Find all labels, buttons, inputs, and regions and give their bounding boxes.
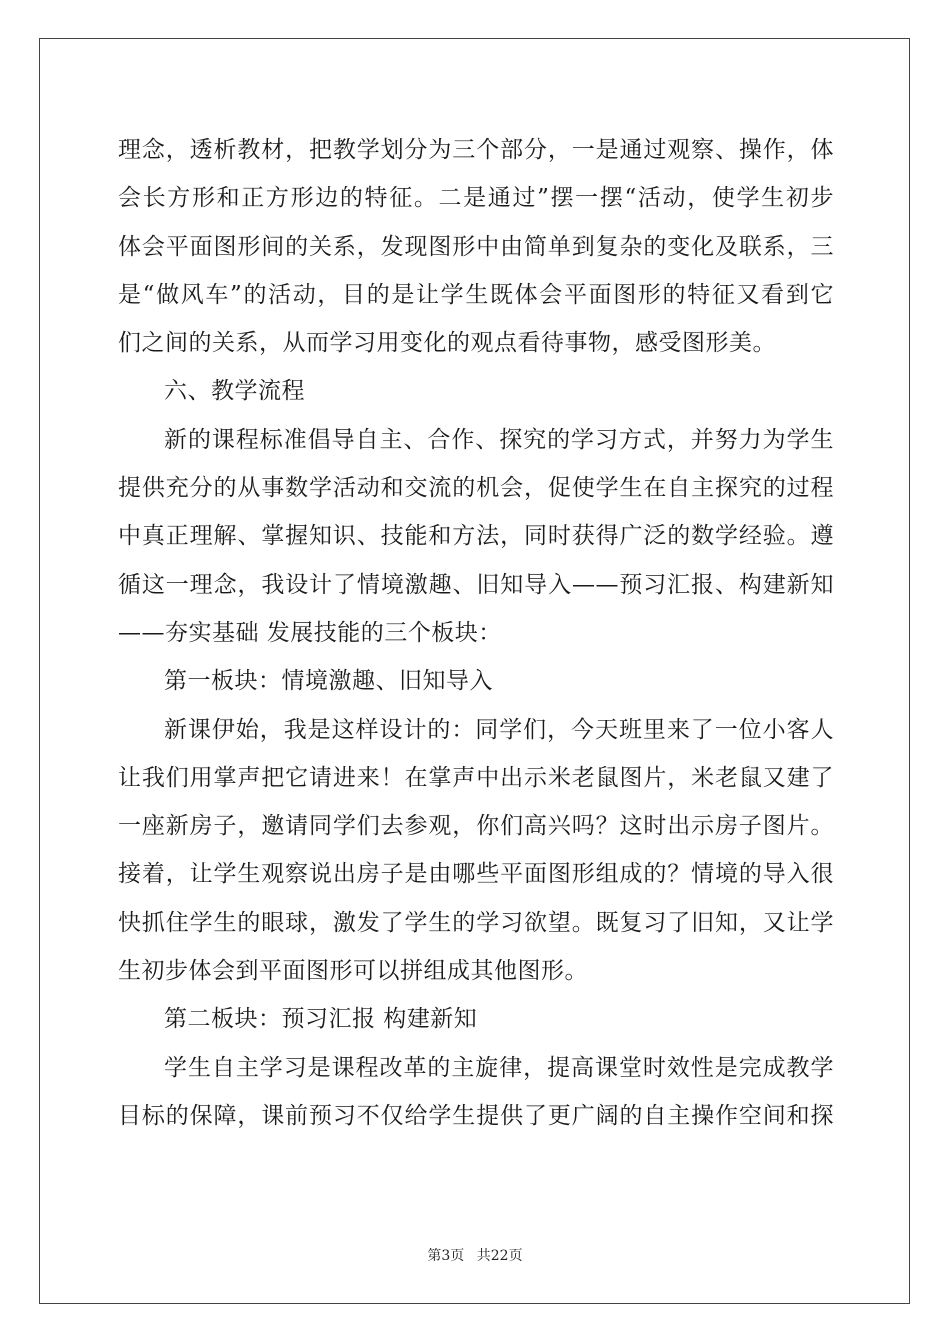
text-line: ——夯实基础 发展技能的三个板块： [118,619,502,646]
text-line: 理念，透析教材，把教学划分为三个部分，一是通过观察、操作，体 [118,137,834,163]
document-body [118,126,834,1140]
text-line: 接着，让学生观察说出房子是由哪些平面图形组成的？情境的导入很 [118,861,834,888]
text-line: 体会平面图形间的关系，发现图形中由简单到复杂的变化及联系，三 [118,233,834,260]
paragraph-first-line: 新的课程标准倡导自主、合作、探究的学习方式，并努力为学生 [164,426,834,453]
page-footer [0,1246,950,1266]
text-line: 提供充分的从事数学活动和交流的机会，促使学生在自主探究的过程 [118,475,834,502]
text-line: 快抓住学生的眼球，激发了学生的学习欲望。既复习了旧知，又让学 [118,909,834,936]
text-line: 是“做风车”的活动，目的是让学生既体会平面图形的特征又看到它 [118,281,834,308]
paragraph-first-line: 新课伊始，我是这样设计的：同学们，今天班里来了一位小客人 [164,716,834,743]
section-heading: 六、教学流程 [164,378,305,405]
text-line: 目标的保障，课前预习不仅给学生提供了更广阔的自主操作空间和探 [118,1102,834,1129]
block-heading: 第二板块：预习汇报 构建新知 [164,1006,478,1033]
text-line: 们之间的关系，从而学习用变化的观点看待事物，感受图形美。 [118,330,776,357]
text-line: 中真正理解、掌握知识、技能和方法，同时获得广泛的数学经验。遵 [118,523,834,550]
text-line: 生初步体会到平面图形可以拼组成其他图形。 [118,958,588,985]
page-number: 第3页 [427,1248,465,1264]
text-line: 循这一理念，我设计了情境激趣、旧知导入——预习汇报、构建新知 [118,571,834,598]
block-heading: 第一板块：情境激趣、旧知导入 [164,668,493,695]
paragraph-first-line: 学生自主学习是课程改革的主旋律，提高课堂时效性是完成教学 [164,1054,834,1081]
page-total: 共22页 [476,1248,523,1264]
text-line: 让我们用掌声把它请进来！在掌声中出示米老鼠图片，米老鼠又建了 [118,764,834,791]
text-line: 一座新房子，邀请同学们去参观，你们高兴吗？这时出示房子图片。 [118,813,834,840]
text-line: 会长方形和正方形边的特征。二是通过”摆一摆“活动，使学生初步 [118,185,834,212]
